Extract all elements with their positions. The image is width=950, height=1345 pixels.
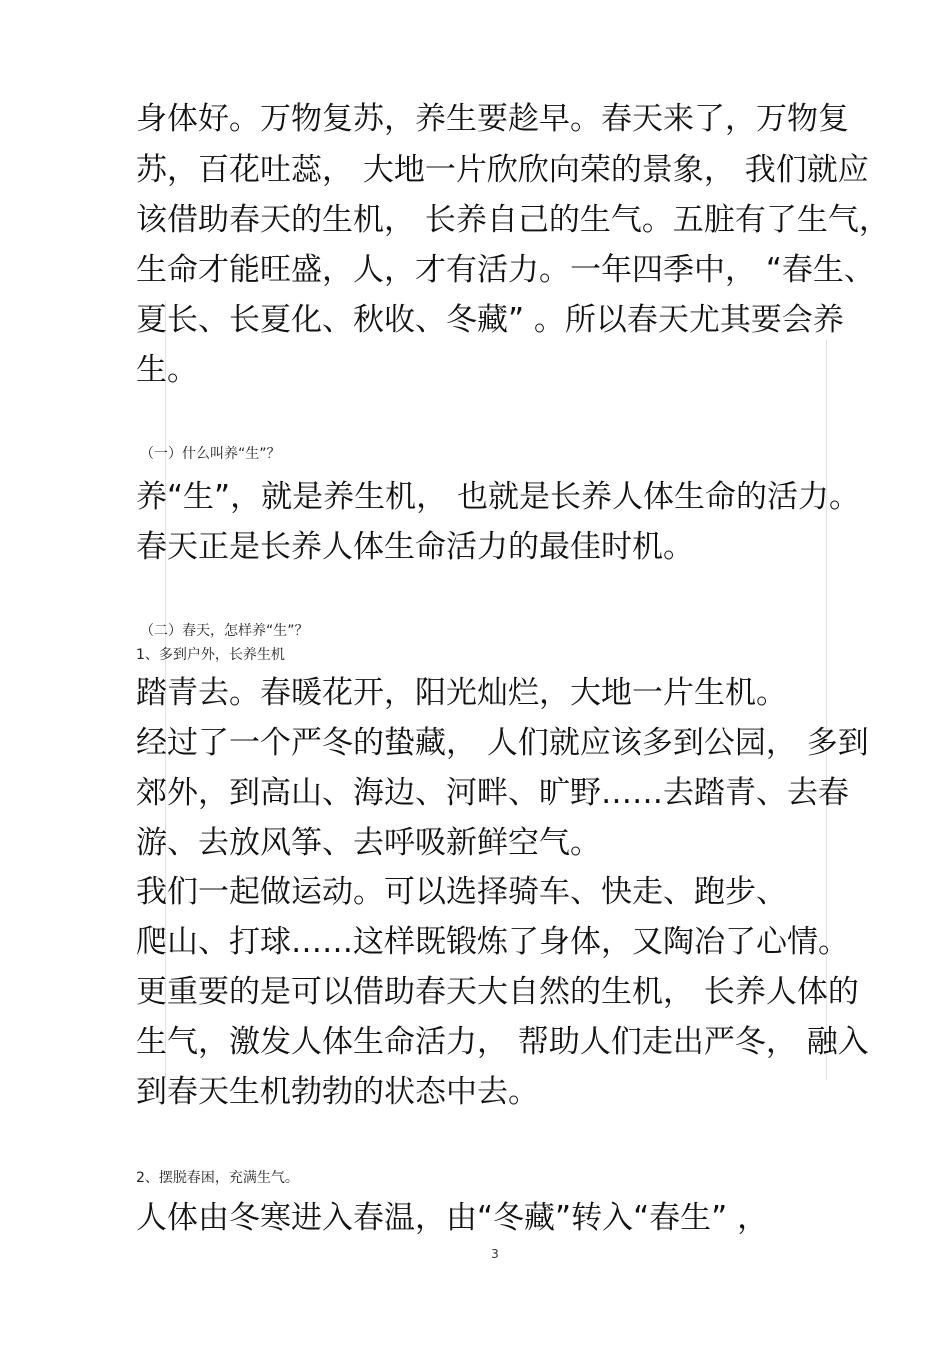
page-number: 3 <box>491 1247 499 1261</box>
paragraph-line: 生。 <box>136 352 198 388</box>
paragraph-line: 春天正是长养人体生命活力的最佳时机。 <box>136 529 694 565</box>
subsection-heading: 1、多到户外，长养生机 <box>136 647 285 663</box>
paragraph-line: 经过了一个严冬的蛰藏， 人们就应该多到公园， 多到 <box>136 725 869 761</box>
paragraph-line: 夏长、长夏化、秋收、冬藏” 。所以春天尤其要会养 <box>136 302 844 338</box>
paragraph-line: 身体好。万物复苏，养生要趁早。春天来了，万物复 <box>136 101 849 137</box>
paragraph-line: 郊外，到高山、海边、河畔、旷野……去踏青、去春 <box>136 775 849 811</box>
paragraph-line: 生气，激发人体生命活力， 帮助人们走出严冬， 融入 <box>136 1024 869 1060</box>
section-heading: （一）什么叫养“生”？ <box>140 446 281 462</box>
paragraph-line: 人体由冬寒进入春温，由“冬藏”转入“春生” ， <box>136 1200 769 1236</box>
paragraph-line: 游、去放风筝、去呼吸新鲜空气。 <box>136 825 601 861</box>
paragraph-line: 苏，百花吐蕊， 大地一片欣欣向荣的景象， 我们就应 <box>136 152 869 188</box>
paragraph-line: 我们一起做运动。可以选择骑车、快走、跑步、 <box>136 874 787 910</box>
paragraph-line: 更重要的是可以借助春天大自然的生机， 长养人体的 <box>136 974 859 1010</box>
paragraph-line: 生命才能旺盛，人，才有活力。一年四季中， “春生、 <box>136 252 875 288</box>
paragraph-line: 踏青去。春暖花开，阳光灿烂，大地一片生机。 <box>136 675 787 711</box>
paragraph-line: 爬山、打球……这样既锻炼了身体，又陶冶了心情。 <box>136 924 849 960</box>
section-heading: （二）春天，怎样养“生”？ <box>140 623 309 639</box>
paragraph-line: 该借助春天的生机， 长养自己的生气。五脏有了生气， <box>136 202 890 238</box>
subsection-heading: 2、摆脱春困，充满生气。 <box>136 1170 299 1186</box>
paragraph-line: 养“生”，就是养生机， 也就是长养人体生命的活力。 <box>136 479 860 515</box>
paragraph-line: 到春天生机勃勃的状态中去。 <box>136 1074 539 1110</box>
